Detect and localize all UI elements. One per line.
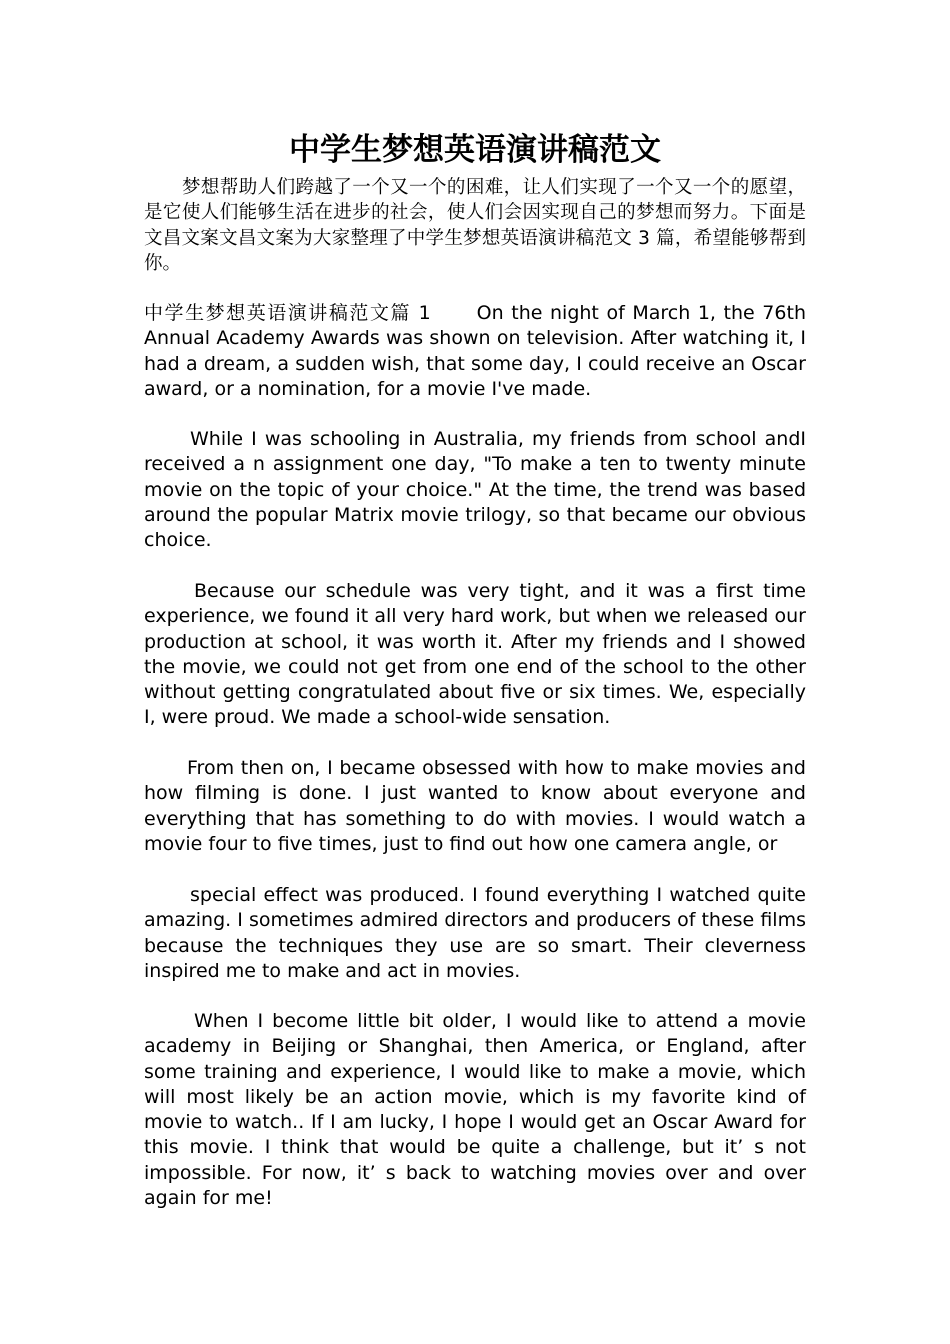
paragraph-1-text: On the night of March 1, the 76th Annual Academy Awards was shown on television. After watching it, I had a dream, a sudden wish, that some day, I could receive an Oscar award, or a nomination, for a movie I've made.	[144, 302, 806, 400]
paragraph-5: special effect was produced. I found everything I watched quite amazing. I sometimes admired directors and producers of these films because the techniques they use are so smart. Their cleverness inspired me to make and act in movies.	[144, 884, 806, 982]
paragraph-2: While I was schooling in Australia, my friends from school andI received a n assignment one day, "To make a ten to twenty minute movie on the topic of your choice." At the time, the trend was based around the popular Matrix movie trilogy, so that became our obvious choice.	[144, 428, 806, 552]
paragraph-3: Because our schedule was very tight, and it was a first time experience, we found it all very hard work, but when we released our production at school, it was worth it. After my friends and I showed the movie, we could not get from one end of the school to the other without getting congratulated about five or six times. We, especially I, were proud. We made a school-wide sensation.	[144, 580, 806, 729]
paragraph-4: From then on, I became obsessed with how to make movies and how filming is done. I just wanted to know about everyone and everything that has something to do with movies. I would watch a movie four to five times, just to find out how one camera angle, or	[144, 757, 806, 855]
document-title: 中学生梦想英语演讲稿范文	[289, 132, 661, 168]
intro-paragraph: 梦想帮助人们跨越了一个又一个的困难，让人们实现了一个又一个的愿望，是它使人们能够生活在进步的社会，使人们会因实现自己的梦想而努力。下面是文昌文案文昌文案为大家整理了中学生梦想英语演讲稿范文 3 篇，希望能够帮到你。	[144, 177, 806, 274]
section-label: 中学生梦想英语演讲稿范文篇 1	[144, 302, 431, 324]
paragraph-6: When I become little bit older, I would like to attend a movie academy in Beijing or Shanghai, then America, or England, after some training and experience, I would like to make a movie, which will most likely be an action movie, which is my favorite kind of movie to watch.. If I am lucky, I hope I would get an Oscar Award for this movie. I think that would be quite a challenge, but it’ s not impossible. For now, it’ s back to watching movies over and over again for me!	[144, 1010, 806, 1210]
paragraph-1	[144, 301, 806, 402]
